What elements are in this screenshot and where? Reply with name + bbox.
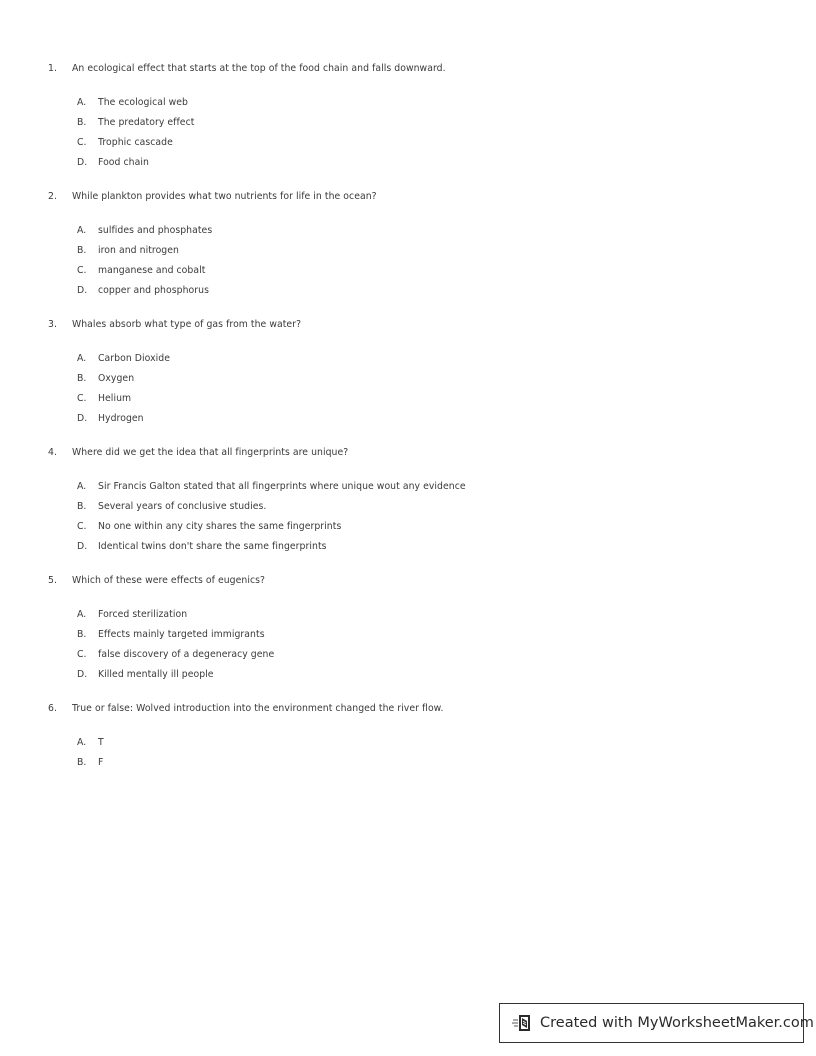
question-number: 6. <box>48 703 57 714</box>
choice-letter: C. <box>77 393 87 404</box>
choice-text: Identical twins don't share the same fingerprints <box>98 541 327 552</box>
question-text: Whales absorb what type of gas from the water? <box>72 319 302 330</box>
question-number: 5. <box>48 575 57 586</box>
choice-letter: B. <box>77 245 87 256</box>
choice-letter: B. <box>77 757 87 768</box>
question-number: 2. <box>48 191 57 202</box>
choice-text: Trophic cascade <box>98 137 173 148</box>
footer-badge <box>499 1003 814 1043</box>
choice-text: F <box>98 757 104 768</box>
choice-letter: B. <box>77 117 87 128</box>
choice-text: No one within any city shares the same fingerprints <box>98 521 342 532</box>
choice-letter: A. <box>77 225 87 236</box>
choice-text: copper and phosphorus <box>98 285 209 296</box>
choice-letter: D. <box>77 157 88 168</box>
choice-text: Hydrogen <box>98 413 144 424</box>
question-text: True or false: Wolved introduction into the environment changed the river flow. <box>72 703 444 714</box>
choice-text: The predatory effect <box>98 117 195 128</box>
question-number: 4. <box>48 447 57 458</box>
choice-letter: C. <box>77 137 87 148</box>
choice-text: The ecological web <box>98 97 188 108</box>
choice-text: Effects mainly targeted immigrants <box>98 629 265 640</box>
choice-letter: B. <box>77 373 87 384</box>
choice-letter: D. <box>77 413 88 424</box>
choice-text: Helium <box>98 393 132 404</box>
choice-letter: D. <box>77 285 88 296</box>
choice-letter: D. <box>77 541 88 552</box>
choice-letter: A. <box>77 97 87 108</box>
choice-letter: C. <box>77 265 87 276</box>
choice-text: Oxygen <box>98 373 135 384</box>
worksheet-logo-icon <box>512 1012 534 1034</box>
choice-text: Several years of conclusive studies. <box>98 501 267 512</box>
choice-letter: A. <box>77 737 87 748</box>
choice-text: T <box>98 737 104 748</box>
question-text: Where did we get the idea that all fingerprints are unique? <box>72 447 349 458</box>
question-text: Which of these were effects of eugenics? <box>72 575 265 586</box>
choice-letter: C. <box>77 649 87 660</box>
question-number: 3. <box>48 319 57 330</box>
choice-text: sulfides and phosphates <box>98 225 213 236</box>
question-text: While plankton provides what two nutrients for life in the ocean? <box>72 191 377 202</box>
choice-text: manganese and cobalt <box>98 265 206 276</box>
choice-letter: C. <box>77 521 87 532</box>
question-number: 1. <box>48 63 57 74</box>
choice-text: Food chain <box>98 157 149 168</box>
choice-letter: B. <box>77 629 87 640</box>
choice-text: iron and nitrogen <box>98 245 179 256</box>
choice-text: false discovery of a degeneracy gene <box>98 649 275 660</box>
footer-text: Created with MyWorksheetMaker.com <box>540 1015 814 1031</box>
choice-letter: A. <box>77 609 87 620</box>
choice-letter: A. <box>77 481 87 492</box>
choice-letter: D. <box>77 669 88 680</box>
choice-letter: B. <box>77 501 87 512</box>
question-text: An ecological effect that starts at the top of the food chain and falls downward. <box>72 63 446 74</box>
choice-text: Forced sterilization <box>98 609 188 620</box>
choice-text: Carbon Dioxide <box>98 353 170 364</box>
choice-text: Killed mentally ill people <box>98 669 214 680</box>
choice-letter: A. <box>77 353 87 364</box>
choice-text: Sir Francis Galton stated that all fingerprints where unique wout any evidence <box>98 481 466 492</box>
